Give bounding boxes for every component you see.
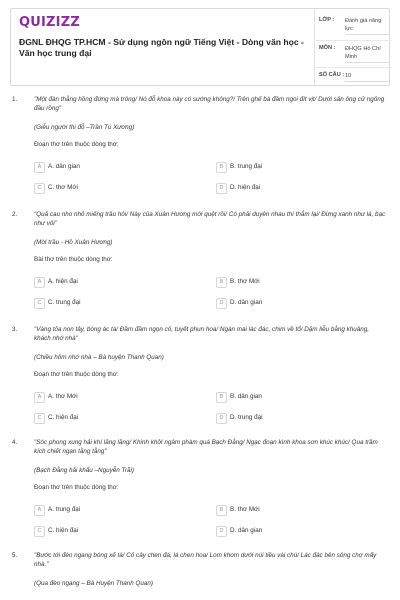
option-text: D. hiện đại — [230, 184, 261, 191]
question-prompt: Đoạn thơ trên thuộc dòng thơ: — [34, 141, 119, 148]
question-number: 2. — [12, 211, 18, 218]
option-text: C. hiện đại — [48, 527, 79, 534]
meta-subject-label: MÔN : — [319, 45, 336, 51]
option-letter: C — [34, 413, 45, 424]
question-prompt: Bài thơ trên thuộc dòng thơ: — [34, 256, 113, 263]
option-text: B. thơ Mới — [230, 506, 260, 513]
question-text: "Một đàn thằng hồng đứng mà trông/ Nó đỗ khoa này có sướng không?/ Trên ghế bà đầm ngoi đít vịt/ Dưới sân ông cử ngỏng đầu rồng" — [34, 96, 385, 112]
meta-divider — [315, 40, 392, 41]
option-text: A. thơ Mới — [48, 393, 78, 400]
question-prompt: Đoạn thơ trên thuộc dòng thơ: — [34, 484, 119, 491]
worksheet-meta — [314, 9, 391, 85]
option-text: B. thơ Mới — [230, 278, 260, 285]
option-letter: A — [34, 162, 45, 173]
question-source: (Mời trầu - Hồ Xuân Hương) — [34, 239, 113, 246]
option-text: D. dân gian — [230, 299, 263, 306]
meta-divider — [315, 67, 392, 68]
option-letter: B — [216, 392, 227, 403]
question-prompt: Đoạn thơ trên thuộc dòng thơ: — [34, 371, 119, 378]
option-text: C. thơ Mới — [48, 184, 78, 191]
meta-count-value: 10 — [345, 72, 389, 82]
option-text: B. dân gian — [230, 393, 262, 400]
option-letter: D — [216, 298, 227, 309]
question-source: (Chiều hôm nhớ nhà – Bà huyện Thanh Quan) — [34, 354, 164, 361]
option-text: A. dân gian — [48, 163, 80, 170]
question-number: 3. — [12, 326, 18, 333]
meta-count-label: SỐ CÂU : — [319, 72, 345, 78]
option-letter: D — [216, 183, 227, 194]
option-letter: C — [34, 298, 45, 309]
question-number: 5. — [12, 552, 18, 559]
worksheet-header — [10, 8, 390, 86]
option-letter: A — [34, 505, 45, 516]
option-letter: B — [216, 162, 227, 173]
option-letter: C — [34, 183, 45, 194]
question-text: "Quả cau nho nhỏ miếng trầu hôi/ Này của Xuân Hương mới quệt rồi/ Có phải duyên nhau thì thắm lại/ Đừng xanh như lá, bạc như vôi" — [34, 211, 386, 227]
option-text: D. trung đại — [230, 414, 263, 421]
option-text: C. hiện đại — [48, 414, 79, 421]
question-source: (Giễu người thi đỗ –Trần Tú Xương) — [34, 124, 135, 131]
option-letter: A — [34, 392, 45, 403]
option-letter: B — [216, 277, 227, 288]
option-text: A. trung đại — [48, 506, 81, 513]
option-letter: B — [216, 505, 227, 516]
option-letter: A — [34, 277, 45, 288]
meta-class-value: Đánh giá năng lực — [345, 17, 389, 35]
option-text: D. dân gian — [230, 527, 263, 534]
option-letter: D — [216, 526, 227, 537]
question-text: "Vàng tỏa non tây, bóng ác tà/ Đầm đầm ngọn cỏ, tuyết phun hoa/ Ngàn mai lác đác, chim về tổ/ Dặm liễu bằng khuâng, khách nhớ nhà" — [34, 326, 370, 342]
option-text: B. trung đại — [230, 163, 263, 170]
worksheet-title: ĐGNL ĐHQG TP.HCM - Sử dụng ngôn ngữ Tiếng Việt - Dòng văn học - Văn học trung đại — [19, 37, 304, 58]
option-text: C. trung đại — [48, 299, 81, 306]
option-text: A. hiện đại — [48, 278, 78, 285]
question-source: (Qua đèo ngang – Bà Huyện Thanh Quan) — [34, 580, 154, 587]
option-letter: C — [34, 526, 45, 537]
meta-class-label: LỚP : — [319, 17, 335, 23]
question-text: "Bước tới đèo ngang bóng xế tà/ Cỏ cây chen đá, lá chen hoa/ Lom khom dưới núi tiều vài chú/ Lác đác bên sông chợ mấy nhà." — [34, 552, 377, 568]
quizizz-logo: QUIZIZZ — [19, 15, 80, 30]
question-source: (Bạch Đằng hải khẩu –Nguyễn Trãi) — [34, 467, 134, 474]
question-number: 4. — [12, 439, 18, 446]
question-number: 1. — [12, 96, 18, 103]
meta-subject-value: ĐHQG Hồ Chí Minh — [345, 45, 389, 63]
question-text: "Sóc phong xung hải khí lăng lăng/ Khinh khởi ngâm phàm quá Bạch Đằng/ Ngạc đoạn kình khoa sơn khúc khúc/ Qua trầm kích chiết ngạn tằng tằng" — [34, 439, 378, 455]
option-letter: D — [216, 413, 227, 424]
